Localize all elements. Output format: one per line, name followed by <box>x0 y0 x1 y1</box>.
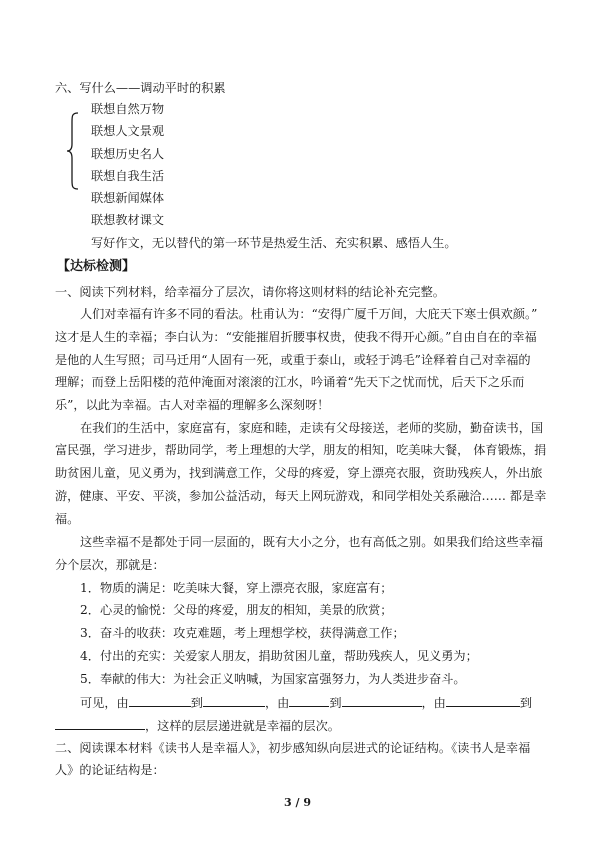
answer-blank[interactable] <box>289 694 329 707</box>
answer-blank[interactable] <box>446 694 520 707</box>
level-item: 3．奋斗的收获：攻克难题，考上理想学校，获得满意工作； <box>80 626 405 640</box>
paragraph-line: 福。 <box>55 512 80 526</box>
question-heading: 一、阅读下列材料，给幸福分了层次，请你将这则材料的结论补充完整。 <box>55 285 445 299</box>
paragraph-line: 这些幸福不是都处于同一层面的，既有大小之分，也有高低之别。如果我们给这些幸福 <box>80 535 544 549</box>
summary-text: 写好作文，无以替代的第一环节是热爱生活、充实积累、感悟人生。 <box>91 236 457 250</box>
paragraph-line: 人们对幸福有许多不同的看法。杜甫认为：“安得广厦千万间，大庇天下寒士俱欢颜。” <box>80 307 538 321</box>
paragraph-line: 人》的论证结构是： <box>55 763 165 777</box>
answer-blank[interactable] <box>342 694 422 707</box>
test-heading: 【达标检测】 <box>57 259 136 274</box>
paragraph-line: 游，健康、平安、平淡，参加公益活动，每天上网玩游戏，和同学相处关系融洽…… 都是幸 <box>55 489 547 503</box>
conclusion-comma: ，由 <box>264 696 290 710</box>
conclusion-line <box>80 694 532 711</box>
conclusion-to: 到 <box>190 696 203 710</box>
list-item: 联想历史名人 <box>91 147 165 161</box>
list-item: 联想自我生活 <box>91 169 165 183</box>
paragraph-line: 富民强，学习进步，帮助同学，考上理想的大学，朋友的相知，吃美味大餐， 体育锻炼，捐 <box>55 443 547 457</box>
list-item: 联想自然万物 <box>91 102 165 116</box>
paragraph-line: 助贫困儿童，见义勇为，找到满意工作，父母的疼爱，穿上漂亮衣服，资助残疾人，外出旅 <box>55 466 543 480</box>
paragraph-line: 乐”，以此为幸福。古人对幸福的理解多么深刻呀！ <box>55 398 330 412</box>
conclusion-end: ，这样的层层递进就是幸福的层次。 <box>145 719 340 733</box>
answer-blank[interactable] <box>129 694 191 707</box>
answer-blank[interactable] <box>203 694 265 707</box>
paragraph-line: 分个层次，那就是： <box>55 558 165 572</box>
conclusion-line <box>55 717 340 734</box>
question-heading: 二、阅读课本材料《读书人是幸福人》，初步感知纵向层进式的论证结构。《读书人是幸福 <box>55 741 531 755</box>
paragraph-line: 在我们的生活中，家庭富有，家庭和睦，走读有父母接送，老师的奖励，勤奋读书，国 <box>80 421 544 435</box>
paragraph-line: 是他的人生写照；司马迁用“人固有一死，或重于泰山，或轻于鸿毛”诠释着自己对幸福的 <box>55 353 531 367</box>
paragraph-line: 这才是人生的幸福；李白认为：“安能摧眉折腰事权贵，使我不得开心颜。”自由自在的幸福 <box>55 330 537 344</box>
answer-blank[interactable] <box>55 717 145 730</box>
list-item: 联想新闻媒体 <box>91 191 165 205</box>
list-item: 联想教材课文 <box>91 213 165 227</box>
conclusion-to: 到 <box>329 696 342 710</box>
list-item: 联想人文景观 <box>91 124 165 138</box>
level-item: 1．物质的满足：吃美味大餐，穿上漂亮衣服，家庭富有； <box>80 581 393 595</box>
paragraph-line: 理解；而登上岳阳楼的范仲淹面对滚滚的江水，吟诵着“先天下之忧而忧，后天下之乐而 <box>55 375 525 389</box>
conclusion-comma: ，由 <box>421 696 446 710</box>
curly-brace-icon <box>66 112 80 190</box>
section-heading: 六、写什么——调动平时的积累 <box>55 81 226 95</box>
conclusion-start: 可见，由 <box>80 696 129 710</box>
conclusion-to: 到 <box>519 696 533 710</box>
page-number: 3 / 9 <box>284 796 311 809</box>
level-item: 5．奉献的伟大：为社会正义呐喊，为国家富强努力，为人类进步奋斗。 <box>80 672 466 686</box>
level-item: 2．心灵的愉悦：父母的疼爱，朋友的相知，美景的欣赏； <box>80 603 393 617</box>
level-item: 4．付出的充实：关爱家人朋友，捐助贫困儿童，帮助残疾人，见义勇为； <box>80 649 478 663</box>
